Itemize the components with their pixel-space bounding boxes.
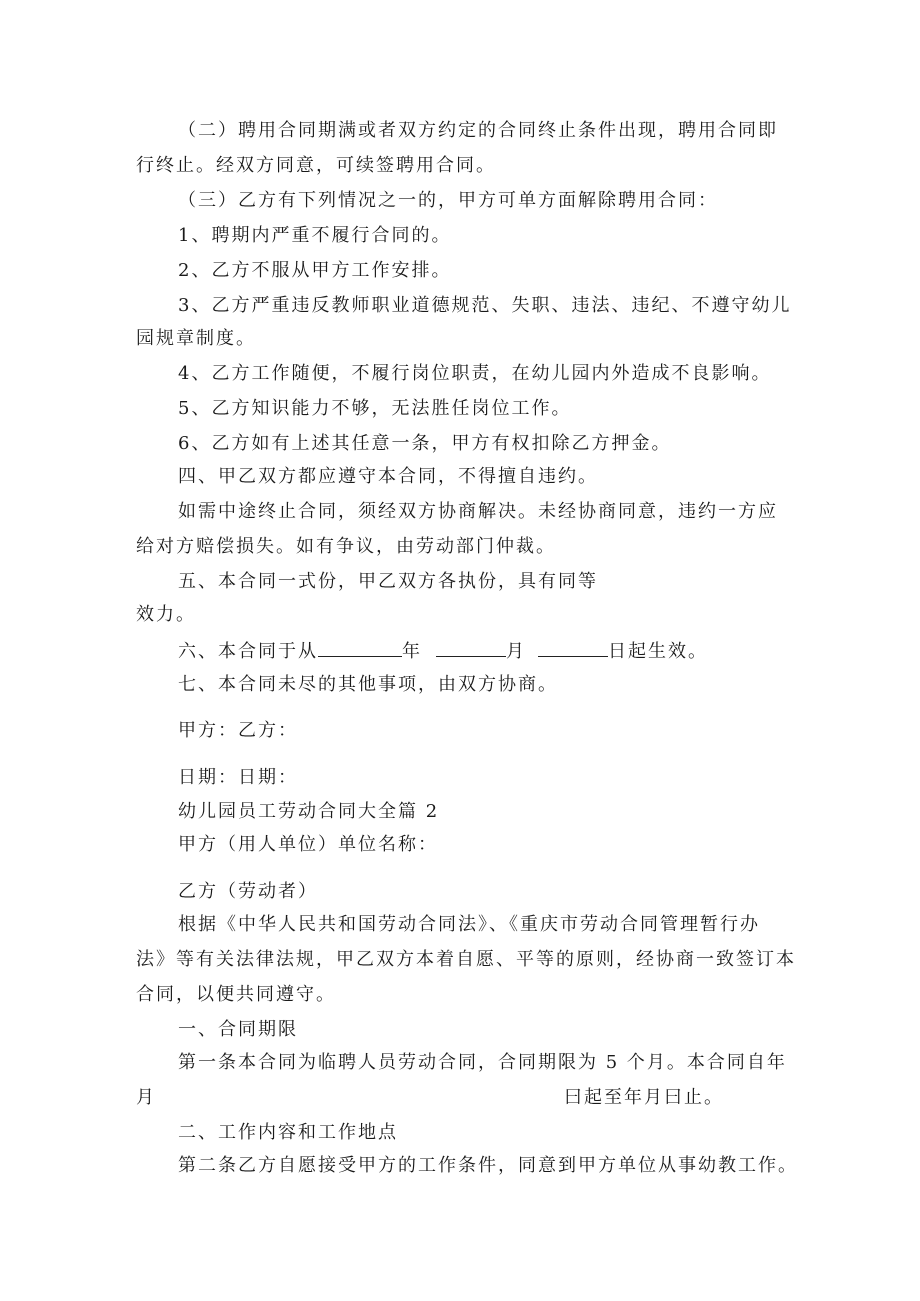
article-1-line-2-end: 曰起至年月曰止。 — [564, 1087, 724, 1108]
paragraph-2-line-2: 行终止。经双方同意，可续签聘用合同。 — [136, 155, 496, 176]
section-4: 四、甲乙双方都应遵守本合同，不得擅自违约。 — [178, 466, 598, 487]
paragraph-2-line-1: （二）聘用合同期满或者双方约定的合同终止条件出现，聘用合同即 — [178, 120, 778, 141]
list-item-2: 2、乙方不服从甲方工作安排。 — [178, 260, 452, 281]
list-item-5: 5、乙方知识能力不够，无法胜任岗位工作。 — [178, 398, 572, 419]
month-blank — [436, 638, 506, 657]
section-5-line-1: 五、本合同一式份，甲乙双方各执份，具有同等 — [178, 571, 598, 592]
section-1-heading: 一、合同期限 — [178, 1019, 298, 1040]
party-b-line: 乙方（劳动者） — [178, 881, 318, 902]
section-7: 七、本合同未尽的其他事项，由双方协商。 — [178, 674, 558, 695]
paragraph-3: （三）乙方有下列情况之一的，甲方可单方面解除聘用合同： — [178, 190, 718, 211]
signature-parties: 甲方：乙方： — [178, 720, 298, 741]
section-4-note-line-2: 给对方赔偿损失。如有争议，由劳动部门仲裁。 — [136, 536, 556, 557]
article-2: 第二条乙方自愿接受甲方的工作条件，同意到甲方单位从事幼教工作。 — [178, 1155, 798, 1176]
basis-line-2: 法》等有关法律法规，甲乙双方本着自愿、平等的原则，经协商一致签订本 — [136, 949, 796, 970]
basis-line-3: 合同，以便共同遵守。 — [136, 984, 336, 1005]
article-1-line-1: 第一条本合同为临聘人员劳动合同，合同期限为 5 个月。本合同自年 — [178, 1052, 787, 1073]
article-1-line-2-month: 月 — [136, 1087, 156, 1108]
contract-heading-2: 幼儿园员工劳动合同大全篇 2 — [178, 801, 440, 822]
year-blank — [318, 638, 402, 657]
day-blank — [538, 638, 608, 657]
party-a-line: 甲方（用人单位）单位名称： — [178, 834, 438, 855]
list-item-3-line-2: 园规章制度。 — [136, 328, 256, 349]
section-2-heading: 二、工作内容和工作地点 — [178, 1122, 398, 1143]
signature-dates: 日期：日期： — [178, 767, 298, 788]
section-4-note-line-1: 如需中途终止合同，须经双方协商解决。未经协商同意，违约一方应 — [178, 501, 778, 522]
list-item-6: 6、乙方如有上述其任意一条，甲方有权扣除乙方押金。 — [178, 433, 672, 454]
section-6-day-label: 日起生效。 — [608, 641, 708, 662]
list-item-4: 4、乙方工作随便，不履行岗位职责，在幼儿园内外造成不良影响。 — [178, 363, 772, 384]
basis-line-1: 根据《中华人民共和国劳动合同法》、《重庆市劳动合同管理暂行办 — [178, 914, 760, 935]
list-item-3-line-1: 3、乙方严重违反教师职业道德规范、失职、违法、违纪、不遵守幼儿 — [178, 295, 792, 316]
section-6-text-a: 六、本合同于从 — [178, 641, 318, 662]
list-item-1: 1、聘期内严重不履行合同的。 — [178, 225, 452, 246]
section-6-month-label: 月 — [506, 641, 526, 662]
section-5-line-2: 效力。 — [136, 604, 196, 625]
section-6-year-label: 年 — [402, 641, 422, 662]
section-6 — [178, 638, 708, 664]
